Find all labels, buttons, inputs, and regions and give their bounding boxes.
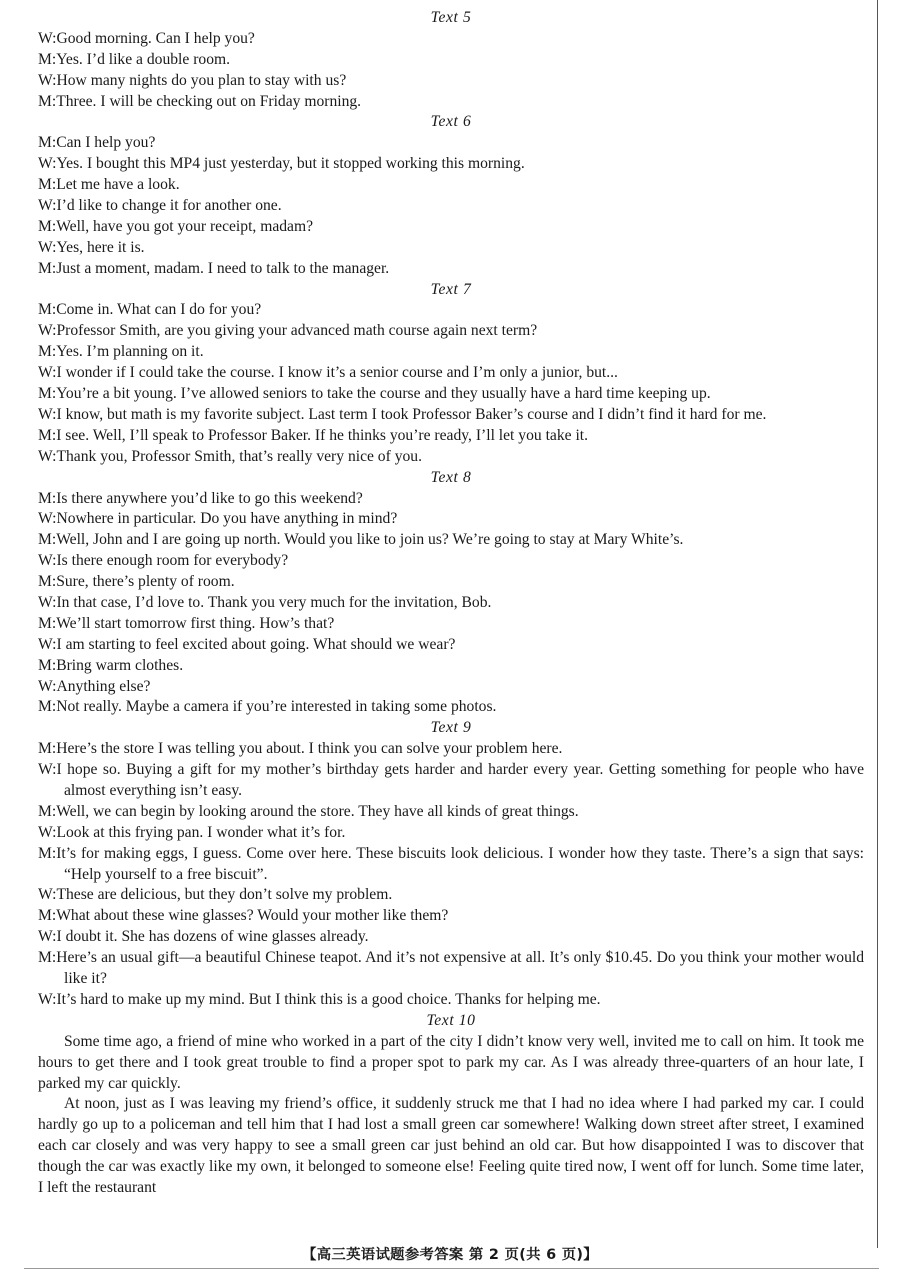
dialogue-line: M:Well, John and I are going up north. Would you like to join us? We’re going to stay at Mary White’s. [38,531,684,549]
section-heading: Text 6 [430,113,472,131]
dialogue-line: M:Not really. Maybe a camera if you’re interested in taking some photos. [38,698,497,716]
dialogue-line: W:I wonder if I could take the course. I know it’s a senior course and I’m only a junior, but... [38,364,618,382]
dialogue-line: M:We’ll start tomorrow first thing. How’s that? [38,614,335,632]
dialogue-line: W:In that case, I’d love to. Thank you very much for the invitation, Bob. [38,593,492,611]
section-heading: Text 5 [430,9,472,26]
section-heading: Text 9 [430,719,472,737]
dialogue-line: W:Good morning. Can I help you? [38,29,255,47]
dialogue-line: M:Three. I will be checking out on Friday morning. [38,92,362,110]
dialogue-line: W:I am starting to feel excited about going. What should we wear? [38,635,456,653]
dialogue-line: M:Yes. I’m planning on it. [38,343,204,361]
dialogue-line: W:Anything else? [38,677,151,695]
dialogue-line: W:Look at this frying pan. I wonder what it’s for. [38,823,346,841]
dialogue-line: M:Here’s an usual gift—a beautiful Chinese teapot. And it’s not expensive at all. It’s only $10.45. Do you think your mother would like it? [38,949,864,988]
dialogue-line: M:You’re a bit young. I’ve allowed seniors to take the course and they usually have a hard time keeping up. [38,385,711,403]
dialogue-line: W:I know, but math is my favorite subject. Last term I took Professor Baker’s course and I didn’t find it hard for me. [38,405,767,423]
section-heading: Text 8 [430,468,472,486]
dialogue-line: M:Well, we can begin by looking around the store. They have all kinds of great things. [38,802,579,820]
dialogue-line: M:Can I help you? [38,134,156,152]
dialogue-line: M:Bring warm clothes. [38,656,184,674]
dialogue-line: W:How many nights do you plan to stay with us? [38,71,347,89]
dialogue-line: W:Is there enough room for everybody? [38,552,289,570]
dialogue-line: W:Yes. I bought this MP4 just yesterday, but it stopped working this morning. [38,155,525,173]
dialogue-line: M:Well, have you got your receipt, madam? [38,217,314,235]
dialogue-line: M:Here’s the store I was telling you about. I think you can solve your problem here. [38,740,563,758]
dialogue-line: W:I doubt it. She has dozens of wine glasses already. [38,928,369,946]
dialogue-line: M:Come in. What can I do for you? [38,301,262,319]
right-margin-rule [877,0,878,1248]
passage-paragraph: Some time ago, a friend of mine who worked in a part of the city I didn’t know very well, invited me to call on him. It took me hours to get there and I took great trouble to find a proper spot to park my car. As I was already three-quarters of an hour late, I parked my car quickly. [38,1032,864,1092]
dialogue-line: M:Is there anywhere you’d like to go this weekend? [38,489,363,507]
dialogue-line: W:I’d like to change it for another one. [38,197,282,215]
page-content [38,8,864,1199]
page-footer: 【高三英语试题参考答案 第 2 页(共 6 页)】 [302,1247,598,1263]
section-heading: Text 10 [426,1011,476,1029]
dialogue-line: W:These are delicious, but they don’t solve my problem. [38,886,393,904]
dialogue-line: W:Professor Smith, are you giving your advanced math course again next term? [38,322,538,340]
dialogue-line: M:Let me have a look. [38,176,180,194]
dialogue-line: M:Sure, there’s plenty of room. [38,573,235,591]
dialogue-line: W:Thank you, Professor Smith, that’s really very nice of you. [38,447,422,465]
dialogue-line: M:Just a moment, madam. I need to talk to the manager. [38,259,390,277]
dialogue-line: M:It’s for making eggs, I guess. Come over here. These biscuits look delicious. I wonder how they taste. There’s a sign that says: “Help yourself to a free biscuit”. [38,844,864,883]
section-heading: Text 7 [430,280,472,298]
dialogue-line: M:I see. Well, I’ll speak to Professor Baker. If he thinks you’re ready, I’ll let you take it. [38,426,589,444]
dialogue-line: M:What about these wine glasses? Would your mother like them? [38,907,449,925]
dialogue-line: W:It’s hard to make up my mind. But I think this is a good choice. Thanks for helping me. [38,990,601,1008]
dialogue-line: W:I hope so. Buying a gift for my mother’s birthday gets harder and harder every year. Getting something for people who have almost everything isn’t easy. [38,761,864,799]
passage-paragraph: At noon, just as I was leaving my friend’s office, it suddenly struck me that I had no idea where I had parked my car. I could hardly go up to a policeman and tell him that I had lost a small green car somewhere! Walking down street after street, I examined each car closely and was very happy to see a small green car just behind an old car. But how disappointed I was to discover that though the car was exactly like my own, it belonged to someone else! Feeling quite tired now, I went off for lunch. Some time later, I left the restaurant [38,1095,864,1197]
footer-divider [24,1268,879,1269]
dialogue-line: M:Yes. I’d like a double room. [38,50,231,68]
dialogue-line: W:Yes, here it is. [38,238,145,256]
dialogue-line: W:Nowhere in particular. Do you have anything in mind? [38,510,398,528]
